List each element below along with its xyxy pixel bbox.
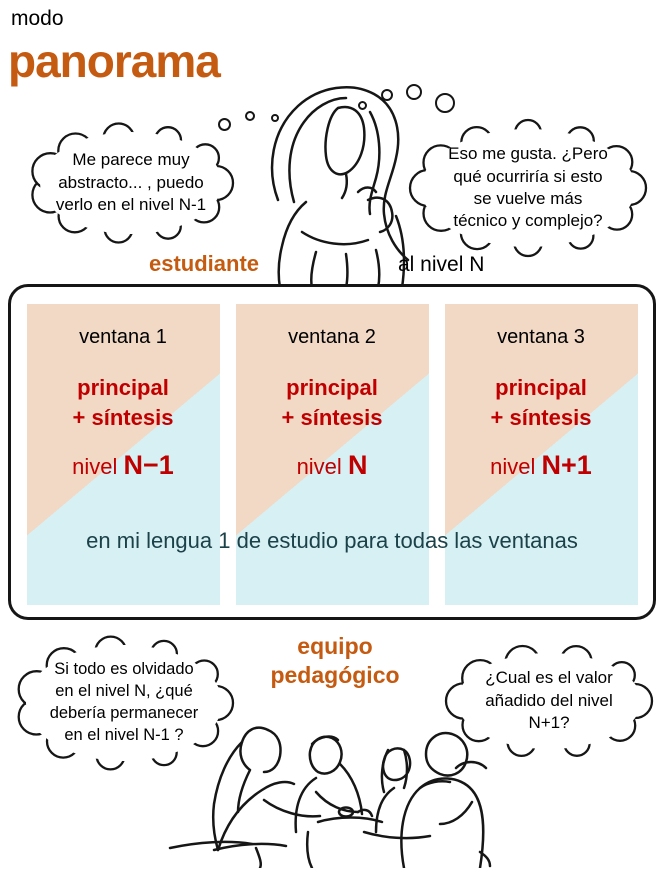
page-title: panorama [8, 35, 220, 87]
windows-footer-note: en mi lengua 1 de estudio para todas las ventanas [86, 528, 578, 553]
window-panel-3 [445, 304, 638, 605]
student-thought-bubble-right [407, 117, 649, 259]
bubble-text: Eso me gusta. ¿Pero qué ocurriría si esto se vuelve más técnico y complejo? [448, 144, 608, 231]
thought-dot [245, 111, 255, 121]
thought-dot [381, 89, 393, 101]
team-label: equipo pedagógico [270, 633, 400, 689]
bubble-text: Si todo es olvidado en el nivel N, ¿qué debería permanecer en el nivel N-1 ? [49, 660, 199, 744]
bubble-text: Me parece muy abstracto... , puedo verlo en el nivel N-1 [55, 150, 207, 215]
panel-level: nivel N−1 [72, 449, 174, 480]
panel-level: nivel N+1 [490, 449, 592, 480]
panel-content: principal + síntesis [72, 375, 174, 431]
student-label: estudiante [148, 251, 260, 276]
student-thought-bubble-left [26, 120, 236, 246]
thought-dot [271, 114, 279, 122]
panel-title: ventana 2 [288, 326, 376, 348]
panel-level: nivel N [296, 449, 368, 480]
windows-box [8, 284, 656, 620]
panel-content: principal + síntesis [490, 375, 592, 431]
window-panel-2 [236, 304, 429, 605]
panel-title: ventana 3 [497, 326, 585, 348]
thought-dot [358, 101, 367, 110]
thought-dot [435, 93, 455, 113]
pedagogical-team-illustration [168, 712, 493, 868]
level-note: al nivel N [398, 253, 485, 276]
panel-content: principal + síntesis [281, 375, 383, 431]
thought-dot [406, 84, 422, 100]
bubble-text: ¿Cual es el valor añadido del nivel N+1? [485, 668, 613, 733]
panel-title: ventana 1 [79, 326, 167, 348]
window-panel-1 [27, 304, 220, 605]
mode-label: modo [11, 7, 64, 30]
